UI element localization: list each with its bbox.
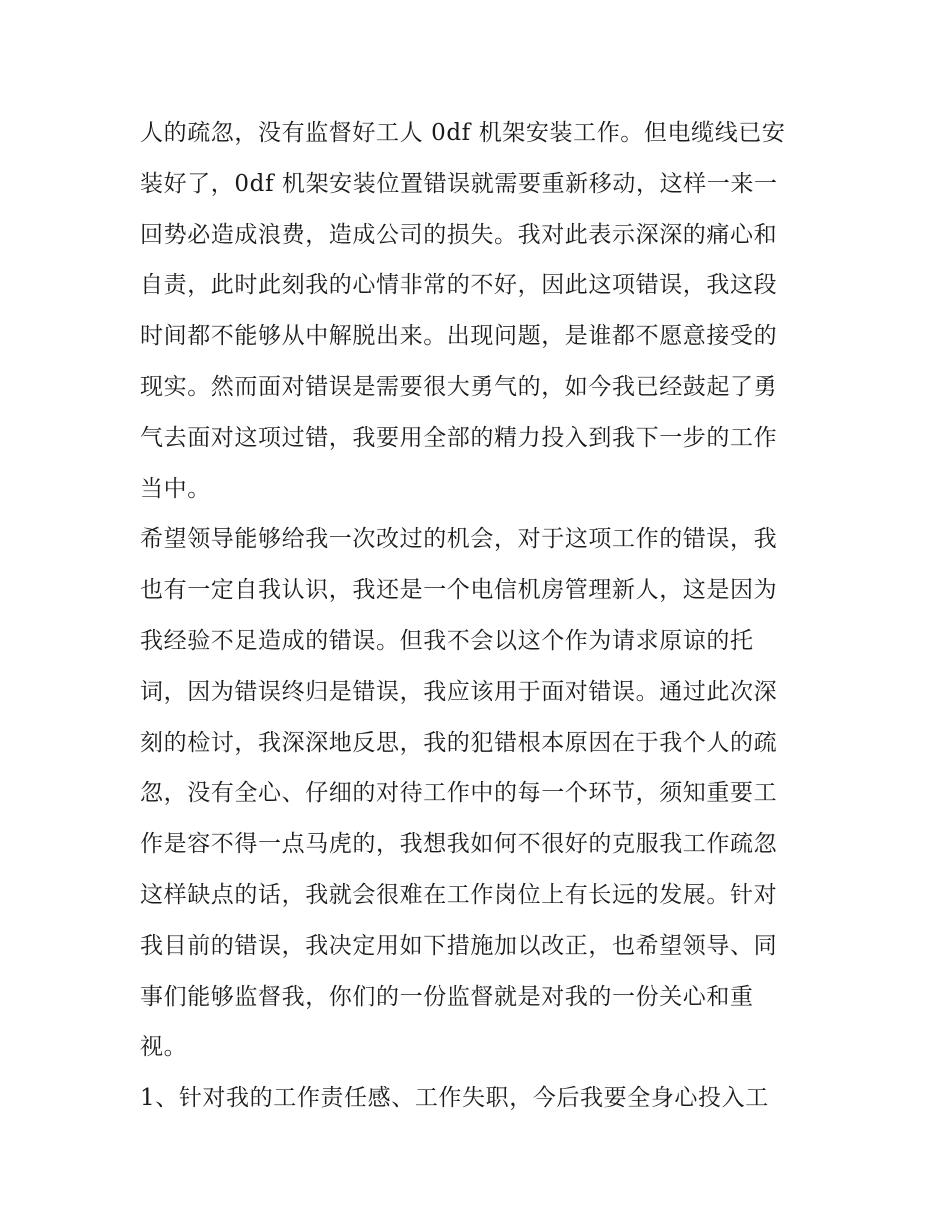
text-line: 当中。 <box>140 475 211 502</box>
text-line: 1、针对我的工作责任感、工作失职，今后我要全身心投入工 <box>140 1085 769 1112</box>
text-line: 我经验不足造成的错误。但我不会以这个作为请求原谅的托 <box>140 627 754 654</box>
text-line: 事们能够监督我，你们的一份监督就是对我的一份关心和重 <box>140 983 754 1010</box>
text-line: 人的疏忽，没有监督好工人 0df 机架安装工作。但电缆线已安 <box>140 120 786 146</box>
text-line: 刻的检讨，我深深地反思，我的犯错根本原因在于我个人的疏 <box>140 729 778 756</box>
text-line: 气去面对这项过错，我要用全部的精力投入到我下一步的工作 <box>140 424 778 451</box>
text-line: 自责，此时此刻我的心情非常的不好，因此这项错误，我这段 <box>140 272 778 299</box>
text-line: 现实。然而面对错误是需要很大勇气的，如今我已经鼓起了勇 <box>140 373 778 400</box>
text-line: 希望领导能够给我一次改过的机会，对于这项工作的错误，我 <box>140 526 778 553</box>
document-body-text <box>140 108 820 1124</box>
text-line: 时间都不能够从中解脱出来。出现问题，是谁都不愿意接受的 <box>140 323 778 350</box>
text-line: 也有一定自我认识，我还是一个电信机房管理新人，这是因为 <box>140 577 778 604</box>
text-line: 我目前的错误，我决定用如下措施加以改正，也希望领导、同 <box>140 932 778 959</box>
text-line: 作是容不得一点马虎的，我想我如何不很好的克服我工作疏忽 <box>140 831 778 858</box>
text-line: 词，因为错误终归是错误，我应该用于面对错误。通过此次深 <box>140 678 778 705</box>
text-line: 视。 <box>140 1034 188 1061</box>
text-line: 回势必造成浪费，造成公司的损失。我对此表示深深的痛心和 <box>140 221 778 248</box>
text-line: 忽，没有全心、仔细的对待工作中的每一个环节，须知重要工 <box>140 780 778 807</box>
text-line: 装好了，0df 机架安装位置错误就需要重新移动，这样一来一 <box>140 170 778 197</box>
text-line: 这样缺点的话，我就会很难在工作岗位上有长远的发展。针对 <box>140 881 778 908</box>
